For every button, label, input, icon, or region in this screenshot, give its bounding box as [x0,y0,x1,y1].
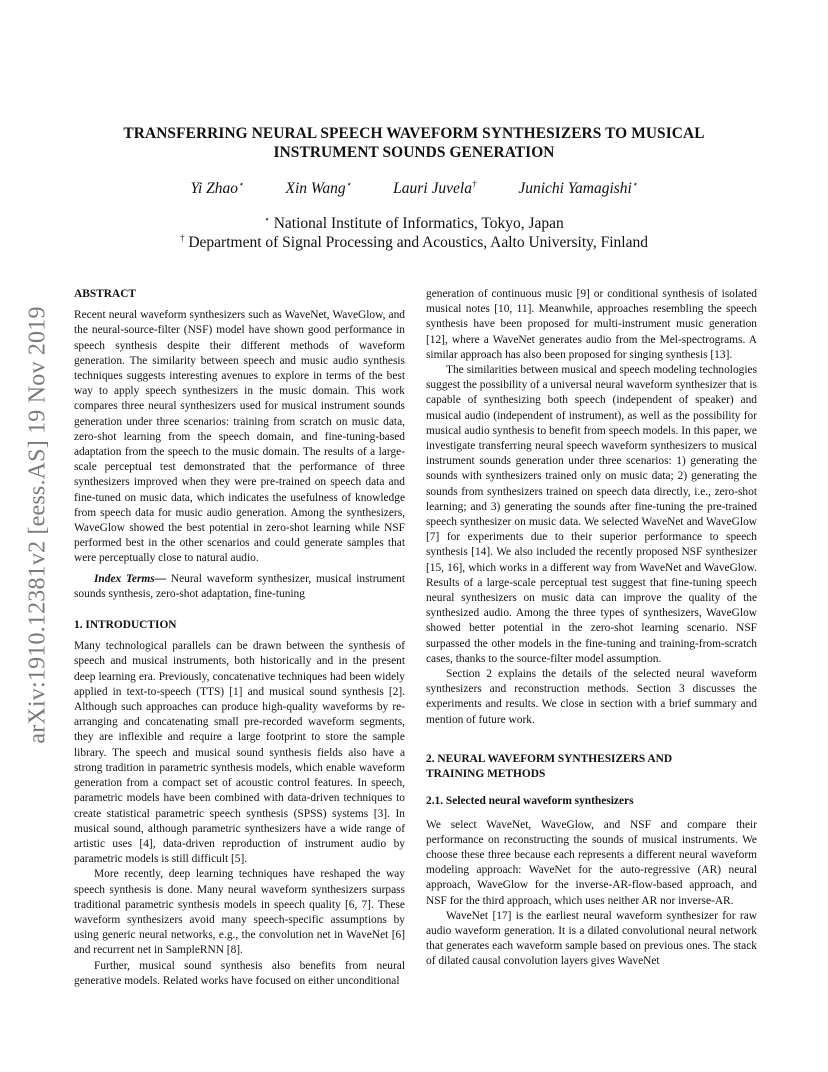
affiliation-2 [80,234,748,252]
author-1-mark: ⋆ [238,179,244,189]
section-2-heading-line-1: 2. NEURAL WAVEFORM SYNTHESIZERS AND [426,752,673,765]
affiliation-2-text: Department of Signal Processing and Acoustics, Aalto University, Finland [188,234,648,251]
index-terms-text: Neural waveform synthesizer, musical instrument sounds synthesis, zero-shot adaptation, fine-tuning [74,572,405,600]
section-2-paragraph-1: We select WaveNet, WaveGlow, and NSF and compare their performance on reconstructing the sounds of musical instruments. We choose these three because each represents a different neural waveform modeling approach: WaveNet for the auto-regressive (AR) neural approach, WaveGlow for the inverse-AR-flow-based approach, and NSF for the third approach, which uses neither AR nor inverse-AR. [426,818,757,907]
section-2-heading [426,752,757,782]
author-3-mark: † [471,179,477,189]
author-2 [286,180,352,197]
intro-paragraph-2: More recently, deep learning techniques have reshaped the way speech synthesis is done. Many neural waveform synthesizers surpass traditional parametric synthesis models in speech quality [6, 7]. These waveform synthesizers avoid many speech-specific assumptions by using generic neural networks, e.g., the convolution net in WaveNet [6] and recurrent net in SampleRNN [8]. [74,868,405,957]
author-1 [190,180,243,197]
author-2-name: Xin Wang [285,180,346,197]
affiliation-1-mark: ⋆ [264,214,270,224]
intro-paragraph-3: Further, musical sound synthesis also benefits from neural generative models. Related works have focused on either unconditional [74,959,405,987]
section-2-paragraph-2: WaveNet [17] is the earliest neural waveform synthesizer for raw audio waveform generation. It is a dilated convolutional neural network that generates each waveform sample based on previous ones. The stack of dilated causal convolution layers gives WaveNet [426,909,757,968]
right-paragraph-3: Section 2 explains the details of the selected neural waveform synthesizers and reconstruction methods. Section 3 discusses the experiments and results. We close in section with a brief summary and mention of future work. [426,668,757,726]
affiliation-1 [80,215,748,233]
author-1-name: Yi Zhao [190,180,238,197]
author-4-mark: ⋆ [631,179,638,189]
author-3-name: Lauri Juvela [393,180,472,197]
abstract-text: Recent neural waveform synthesizers such as WaveNet, WaveGlow, and the neural-source-filter (NSF) model have shown good performance in speech synthesis despite their different methods of waveform generation. The similarity between speech and music audio synthesis techniques suggests interesting avenues to explore in terms of the best way to apply speech synthesizers in the music domain. This work compares three neural synthesizers used for musical instrument sounds generation under three scenarios: training from scratch on music data, zero-shot learning from the speech domain, and fine-tuning-based adaptation from the speech to the music domain. The results of a large-scale perceptual test demonstrated that the performance of three synthesizers improved when they were pre-trained on speech data and fine-tuned on music data, which indicates the usefulness of knowledge from speech data for music audio generation. Among the synthesizers, WaveGlow showed the best potential in zero-shot learning while NSF performed best in the other scenarios and could generate samples that were perceptually close to natural audio. [74,309,405,565]
title-line-2: INSTRUMENT SOUNDS GENERATION [273,144,555,161]
section-1-heading: 1. INTRODUCTION [74,619,177,632]
author-3 [393,180,476,197]
author-list [80,180,748,198]
section-2-heading-line-2: TRAINING METHODS [426,768,546,781]
author-4 [518,180,637,197]
subsection-2-1-heading: 2.1. Selected neural waveform synthesizers [426,795,634,808]
left-column [74,287,405,989]
intro-paragraph-1: Many technological parallels can be drawn between the synthesis of speech and musical instruments, both historically and in the present deep learning era. Previously, concatenative techniques had been widely applied in text-to-speech (TTS) [1] and musical sound synthesis [2]. Although such approaches can produce high-quality waveforms by re-arranging and concatenating small pre-recorded waveform segments, they are inflexible and require a large footprint to store the sample library. The speech and musical sound synthesis fields also have a strong tradition in parametric synthesis models, which enable waveform generation from a compact set of acoustic control features. In speech, parametric models have been combined with data-driven techniques to create statistical parametric speech synthesis (SPSS) systems [3]. In musical sound, although parametric synthesizers have a wide range of artistic uses [4], data-driven reproduction of instrument audio by parametric models is still difficult [5]. [74,640,405,866]
arxiv-identifier: arXiv:1910.12381v2 [eess.AS] 19 Nov 2019 [24,306,51,744]
affiliation-1-text: National Institute of Informatics, Tokyo, Japan [273,215,564,232]
title-line-1: TRANSFERRING NEURAL SPEECH WAVEFORM SYNTHESIZERS TO MUSICAL [123,125,705,142]
abstract-heading: ABSTRACT [74,288,137,300]
index-terms [74,572,405,602]
author-2-mark: ⋆ [345,179,352,189]
affiliation-2-mark: † [179,233,185,243]
author-4-name: Junichi Yamagishi [518,180,632,197]
right-paragraph-2: The similarities between musical and speech modeling technologies suggest the possibility of a universal neural waveform synthesizer that is capable of synthesizing both speech (independent of speaker) and musical audio (independent of instrument), as well as the possibility for musical audio synthesis to benefit from speech models. In this paper, we investigate transferring neural speech waveform synthesizers to musical instrument sounds generation under three scenarios: 1) generating the sounds with synthesizers trained only on music data; 2) generating the sounds from synthesizers trained on speech data directly, i.e., zero-shot learning; and 3) generating the sounds after fine-tuning the pre-trained speech synthesizer on music data. We selected WaveNet and WaveGlow [7] for experiments due to their superior performance to speech synthesis [14]. We also included the recently proposed NSF synthesizer [15, 16], which works in a different way from WaveNet and WaveGlow. Results of a large-scale perceptual test suggest that fine-tuning speech neural synthesizers on music data can improve the quality of the synthesized audio. Among the three types of synthesizers, WaveGlow showed better potential in the zero-shot learning scenario. NSF surpassed the other models in the fine-tuning and training-from-scratch cases, thanks to the source-filter model assumption. [426,364,757,665]
arxiv-sidebar-stamp [24,270,52,780]
index-terms-label: Index Terms— [94,572,167,585]
paper-title [80,124,748,162]
right-column [426,287,757,970]
right-paragraph-1: generation of continuous music [9] or conditional synthesis of isolated musical notes [10, 11]. Meanwhile, approaches resembling the speech synthesis have been proposed for multi-instrument music generation [12], where a WaveNet generates audio from the Mel-spectrograms. A similar approach has also been proposed for singing synthesis [13]. [426,288,757,361]
